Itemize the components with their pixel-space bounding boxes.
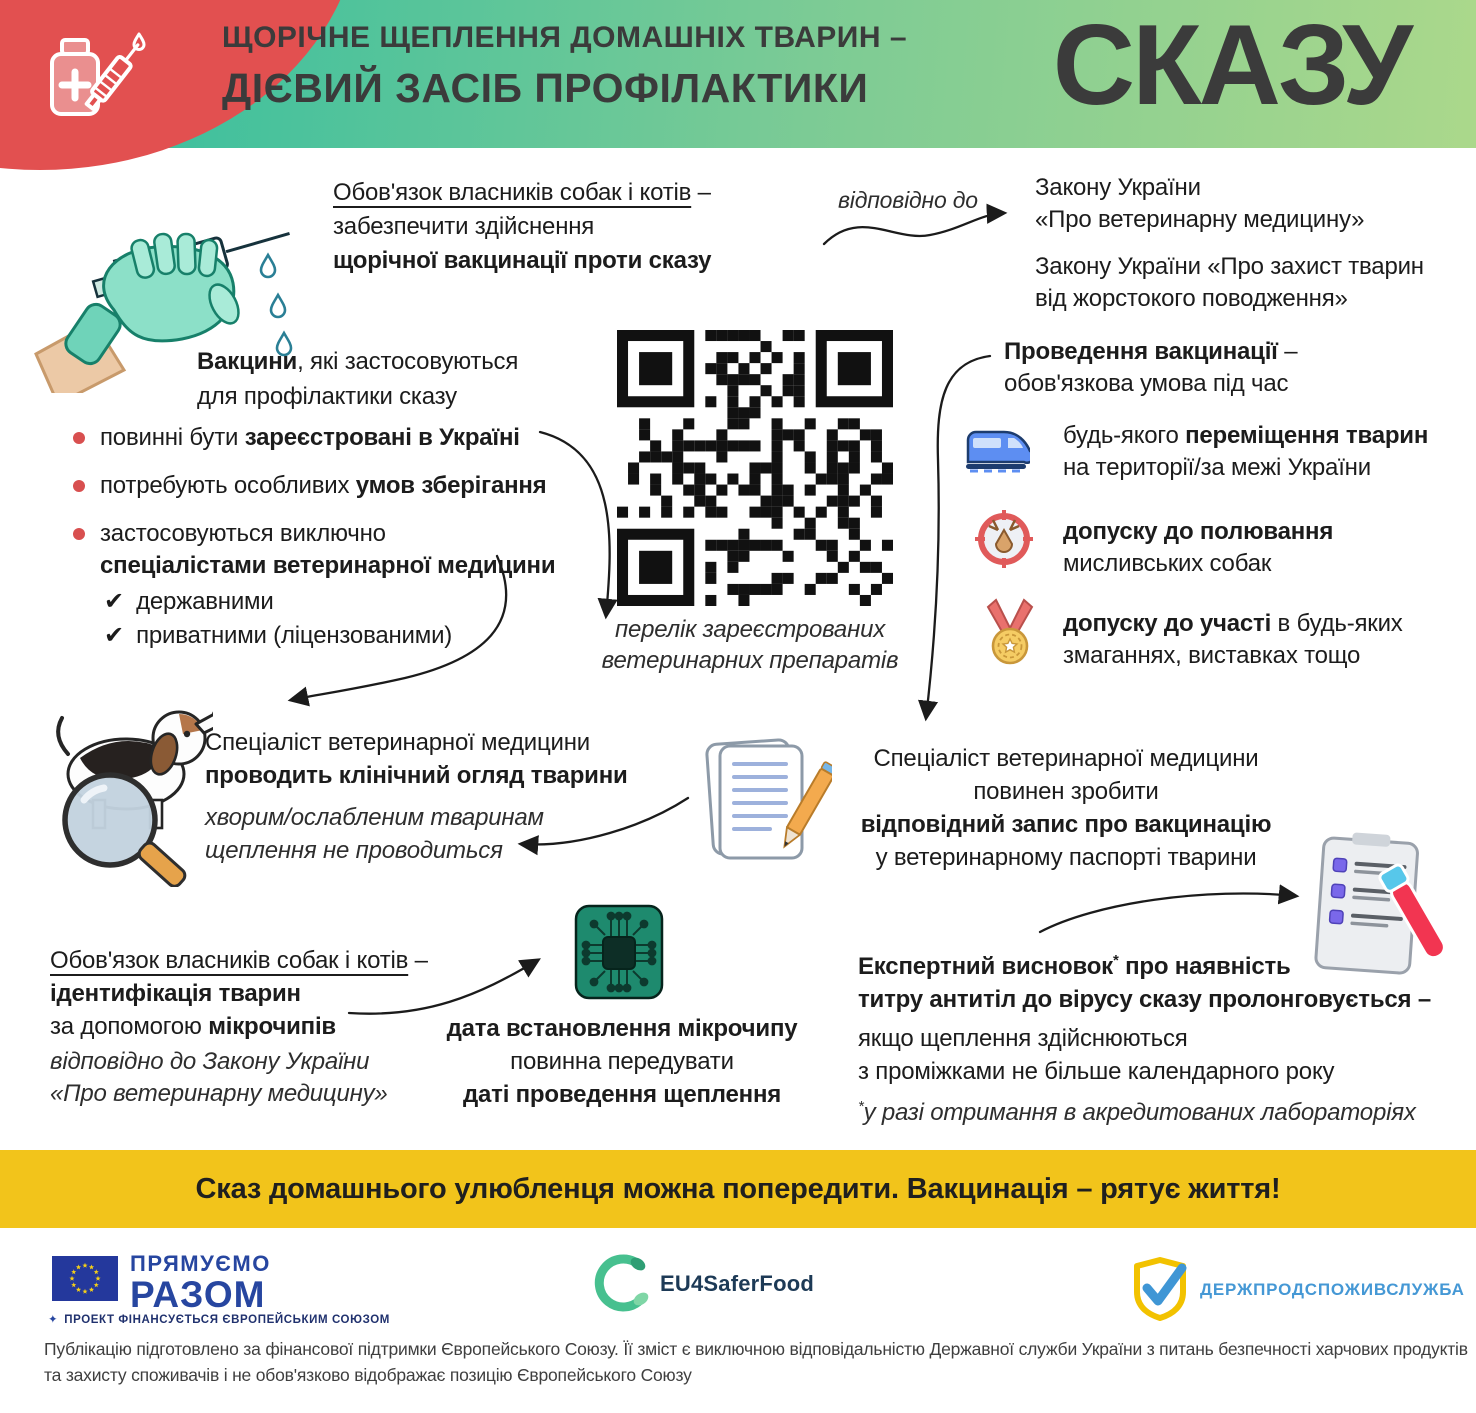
chip-date-block: дата встановлення мікрочипу повинна передувати даті проведення щеплення [446,1015,798,1108]
vaccination-required-title: Проведення вакцинації – обов'язкова умова під час [1004,338,1298,397]
bullet-dot [73,528,85,540]
laws-block [1035,172,1424,315]
vaccine-bullet-registered: повинні бути зареєстровані в Україні [73,422,520,454]
header-title-line2: ДІЄВИЙ ЗАСІБ ПРОФІЛАКТИКИ [222,65,869,111]
check-private: ✔ приватними (ліцензованими) [104,620,452,652]
duty-vax-line2: забезпечити здійснення [333,213,595,240]
required-item-shows: допуску до участі в будь-яких змаганнях, виставках тощо [1063,610,1403,669]
checkmark-glyph: ✔ [104,588,125,615]
owners-duty-chip-block: Обов'язок власників собак і котів – ідентифікація тварин за допомогою мікрочипів [50,947,428,1040]
qr-caption: перелік зареєстрованих ветеринарних препаратів [601,616,899,674]
qr-code [617,330,893,611]
banner-text: Сказ домашнього улюбленця можна попередити. Вакцинація – рятує життя! [195,1172,1281,1205]
law2-line2: від жорстокого поводження» [1035,285,1348,312]
vaccine-bullet-storage: потребують особливих умов зберігання [73,470,547,502]
law2-line1: Закону України «Про захист тварин [1035,253,1424,280]
eu4saferfood-logo-icon [594,1252,652,1319]
duty-vax-line1: Обов'язок власників собак і котів – [333,179,711,206]
owners-duty-vaccination-block [333,176,711,278]
arrow-label-according-to: відповідно до [838,187,978,213]
train-icon [962,424,1030,481]
disclaimer: Публікацію підготовлено за фінансової підтримки Європейського Союзу. Її зміст є виключною відповідальністю Державної служби України з питань безпечності харчових продуктів та захисту споживачів і не обов'язково відображає позицію Європейського Союзу [44,1339,1468,1385]
document-pencil-icon [704,730,832,880]
funding-star-glyph: ✦ [48,1314,59,1326]
duty-vax-line3: щорічної вакцинації проти сказу [333,247,712,274]
checkmark-glyph: ✔ [104,622,125,649]
bottom-banner [0,1150,1476,1228]
header-title-rabies: СКАЗУ [1052,2,1410,129]
header-title [222,20,907,112]
dpss-label: ДЕРЖПРОДСПОЖИВСЛУЖБА [1200,1280,1465,1299]
required-item-travel: будь-якого переміщення тварин на території/за межі України [1063,422,1429,481]
chip-law-note: відповідно до Закону України «Про ветеринарну медицину» [50,1048,388,1107]
medal-icon [985,598,1035,673]
required-item-hunting: допуску до полювання мисливських собак [1063,518,1334,577]
vaccines-intro: Вакцини, які застосовуються для профілактики сказу [197,348,519,410]
shield-check-icon [1133,1256,1191,1327]
eu-program-logo: ПРЯМУЄМО РАЗОМ [130,1251,271,1315]
clinical-exam-block: Спеціаліст ветеринарної медицини проводить клінічний огляд тварини хворим/ослабленим тваринам щеплення не проводиться [205,729,628,864]
header-title-line1: ЩОРІЧНЕ ЩЕПЛЕННЯ ДОМАШНІХ ТВАРИН – [222,21,908,54]
eu-flag-icon [52,1256,118,1306]
microchip-icon [573,903,665,1006]
law1-line1: Закону України [1035,174,1201,201]
passport-record-block: Спеціаліст ветеринарної медицини повинен зробити відповідний запис про вакцинацію у ветеринарному паспорті тварини [860,745,1272,871]
check-state: ✔ державними [104,586,274,618]
bullet-dot [73,480,85,492]
hunting-target-icon [973,508,1035,575]
expert-conclusion-block: Експертний висновок* про наявність титру антитіл до вірусу сказу пролонговується – якщо щеплення здійснюються з проміжками не більше календарного року *у разі отримання в акредитованих лабораторіях [858,952,1431,1126]
eu-funding-note: ✦ ПРОЕКТ ФІНАНСУЄТЬСЯ ЄВРОПЕЙСЬКИМ СОЮЗОМ [48,1314,390,1326]
eu4saferfood-label: EU4SaferFood [660,1271,814,1296]
law1-line2: «Про ветеринарну медицину» [1035,206,1365,233]
bullet-dot [73,432,85,444]
vaccine-vial-syringe-icon [36,14,148,137]
vaccine-bullet-specialists: застосовуються виключно спеціалістами ветеринарної медицини [73,518,555,582]
dog-magnifier-illustration [38,692,213,892]
